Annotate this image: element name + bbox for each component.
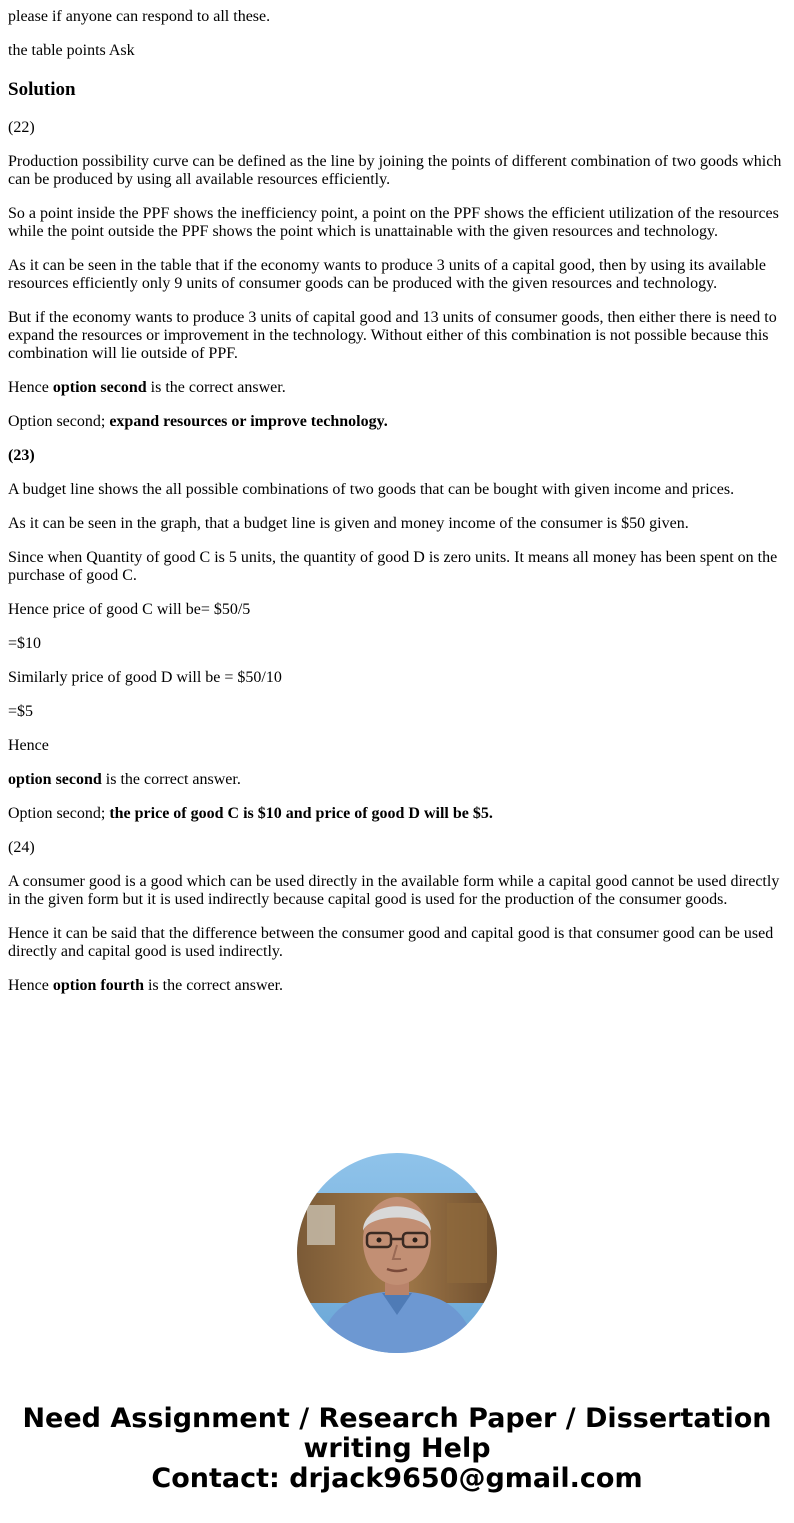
- q23-paragraph-2: As it can be seen in the graph, that a budget line is given and money income of the consumer is $50 given.: [8, 515, 689, 532]
- promo-contact: Contact: drjack9650@gmail.com: [151, 1463, 643, 1494]
- q23-number: (23): [8, 447, 35, 464]
- q22-paragraph-4: But if the economy wants to produce 3 units of capital good and 13 units of consumer goods, then either there is need to expand the resources or improvement in the technology. Without either of this combination is not possible because this combination will lie outside of PPF.: [8, 309, 777, 362]
- q23-paragraph-4: Hence price of good C will be= $50/5: [8, 601, 251, 618]
- q23-paragraph-6: Similarly price of good D will be = $50/10: [8, 669, 282, 686]
- author-portrait-image: [297, 1153, 497, 1353]
- q23-paragraph-3: Since when Quantity of good C is 5 units, the quantity of good D is zero units. It means all money has been spent on the purchase of good C.: [8, 549, 778, 584]
- q23-paragraph-8: Hence: [8, 737, 49, 754]
- promo-line-1: Need Assignment / Research Paper / Dissertation: [22, 1403, 772, 1434]
- q22-paragraph-2: So a point inside the PPF shows the inefficiency point, a point on the PPF shows the efficient utilization of the resources while the point outside the PPF shows the point which is unattainable with the given resources and technology.: [8, 205, 779, 240]
- q22-option: Option second; expand resources or improve technology.: [8, 413, 388, 430]
- author-avatar: [297, 1153, 497, 1353]
- q23-paragraph-5: =$10: [8, 635, 42, 652]
- question-line-1: please if anyone can respond to all these.: [8, 8, 271, 25]
- promo-banner: [0, 1404, 794, 1494]
- q23-paragraph-1: A budget line shows the all possible combinations of two goods that can be bought with given income and prices.: [8, 481, 735, 498]
- q22-paragraph-3: As it can be seen in the table that if the economy wants to produce 3 units of a capital good, then by using its available resources efficiently only 9 units of consumer goods can be produced with the given resources and technology.: [8, 257, 767, 292]
- question-line-2: the table points Ask: [8, 42, 135, 59]
- q22-number: (22): [8, 119, 35, 136]
- solution-heading: Solution: [8, 79, 76, 100]
- q23-paragraph-7: =$5: [8, 703, 34, 720]
- q24-number: (24): [8, 839, 35, 856]
- q22-paragraph-1: Production possibility curve can be defined as the line by joining the points of different combination of two goods which can be produced by using all available resources efficiently.: [8, 153, 782, 188]
- q24-paragraph-1: A consumer good is a good which can be used directly in the available form while a capital good cannot be used directly in the given form but it is used indirectly because capital good is used for the production of the consumer goods.: [8, 873, 780, 908]
- q24-paragraph-2: Hence it can be said that the difference between the consumer good and capital good is that consumer good can be used directly and capital good is used indirectly.: [8, 925, 774, 960]
- q23-option: Option second; the price of good C is $10 and price of good D will be $5.: [8, 805, 493, 822]
- q24-hence: Hence option fourth is the correct answer.: [8, 977, 284, 994]
- q23-answer: option second is the correct answer.: [8, 771, 241, 788]
- promo-line-2: writing Help: [303, 1433, 491, 1464]
- q22-hence: Hence option second is the correct answer.: [8, 379, 286, 396]
